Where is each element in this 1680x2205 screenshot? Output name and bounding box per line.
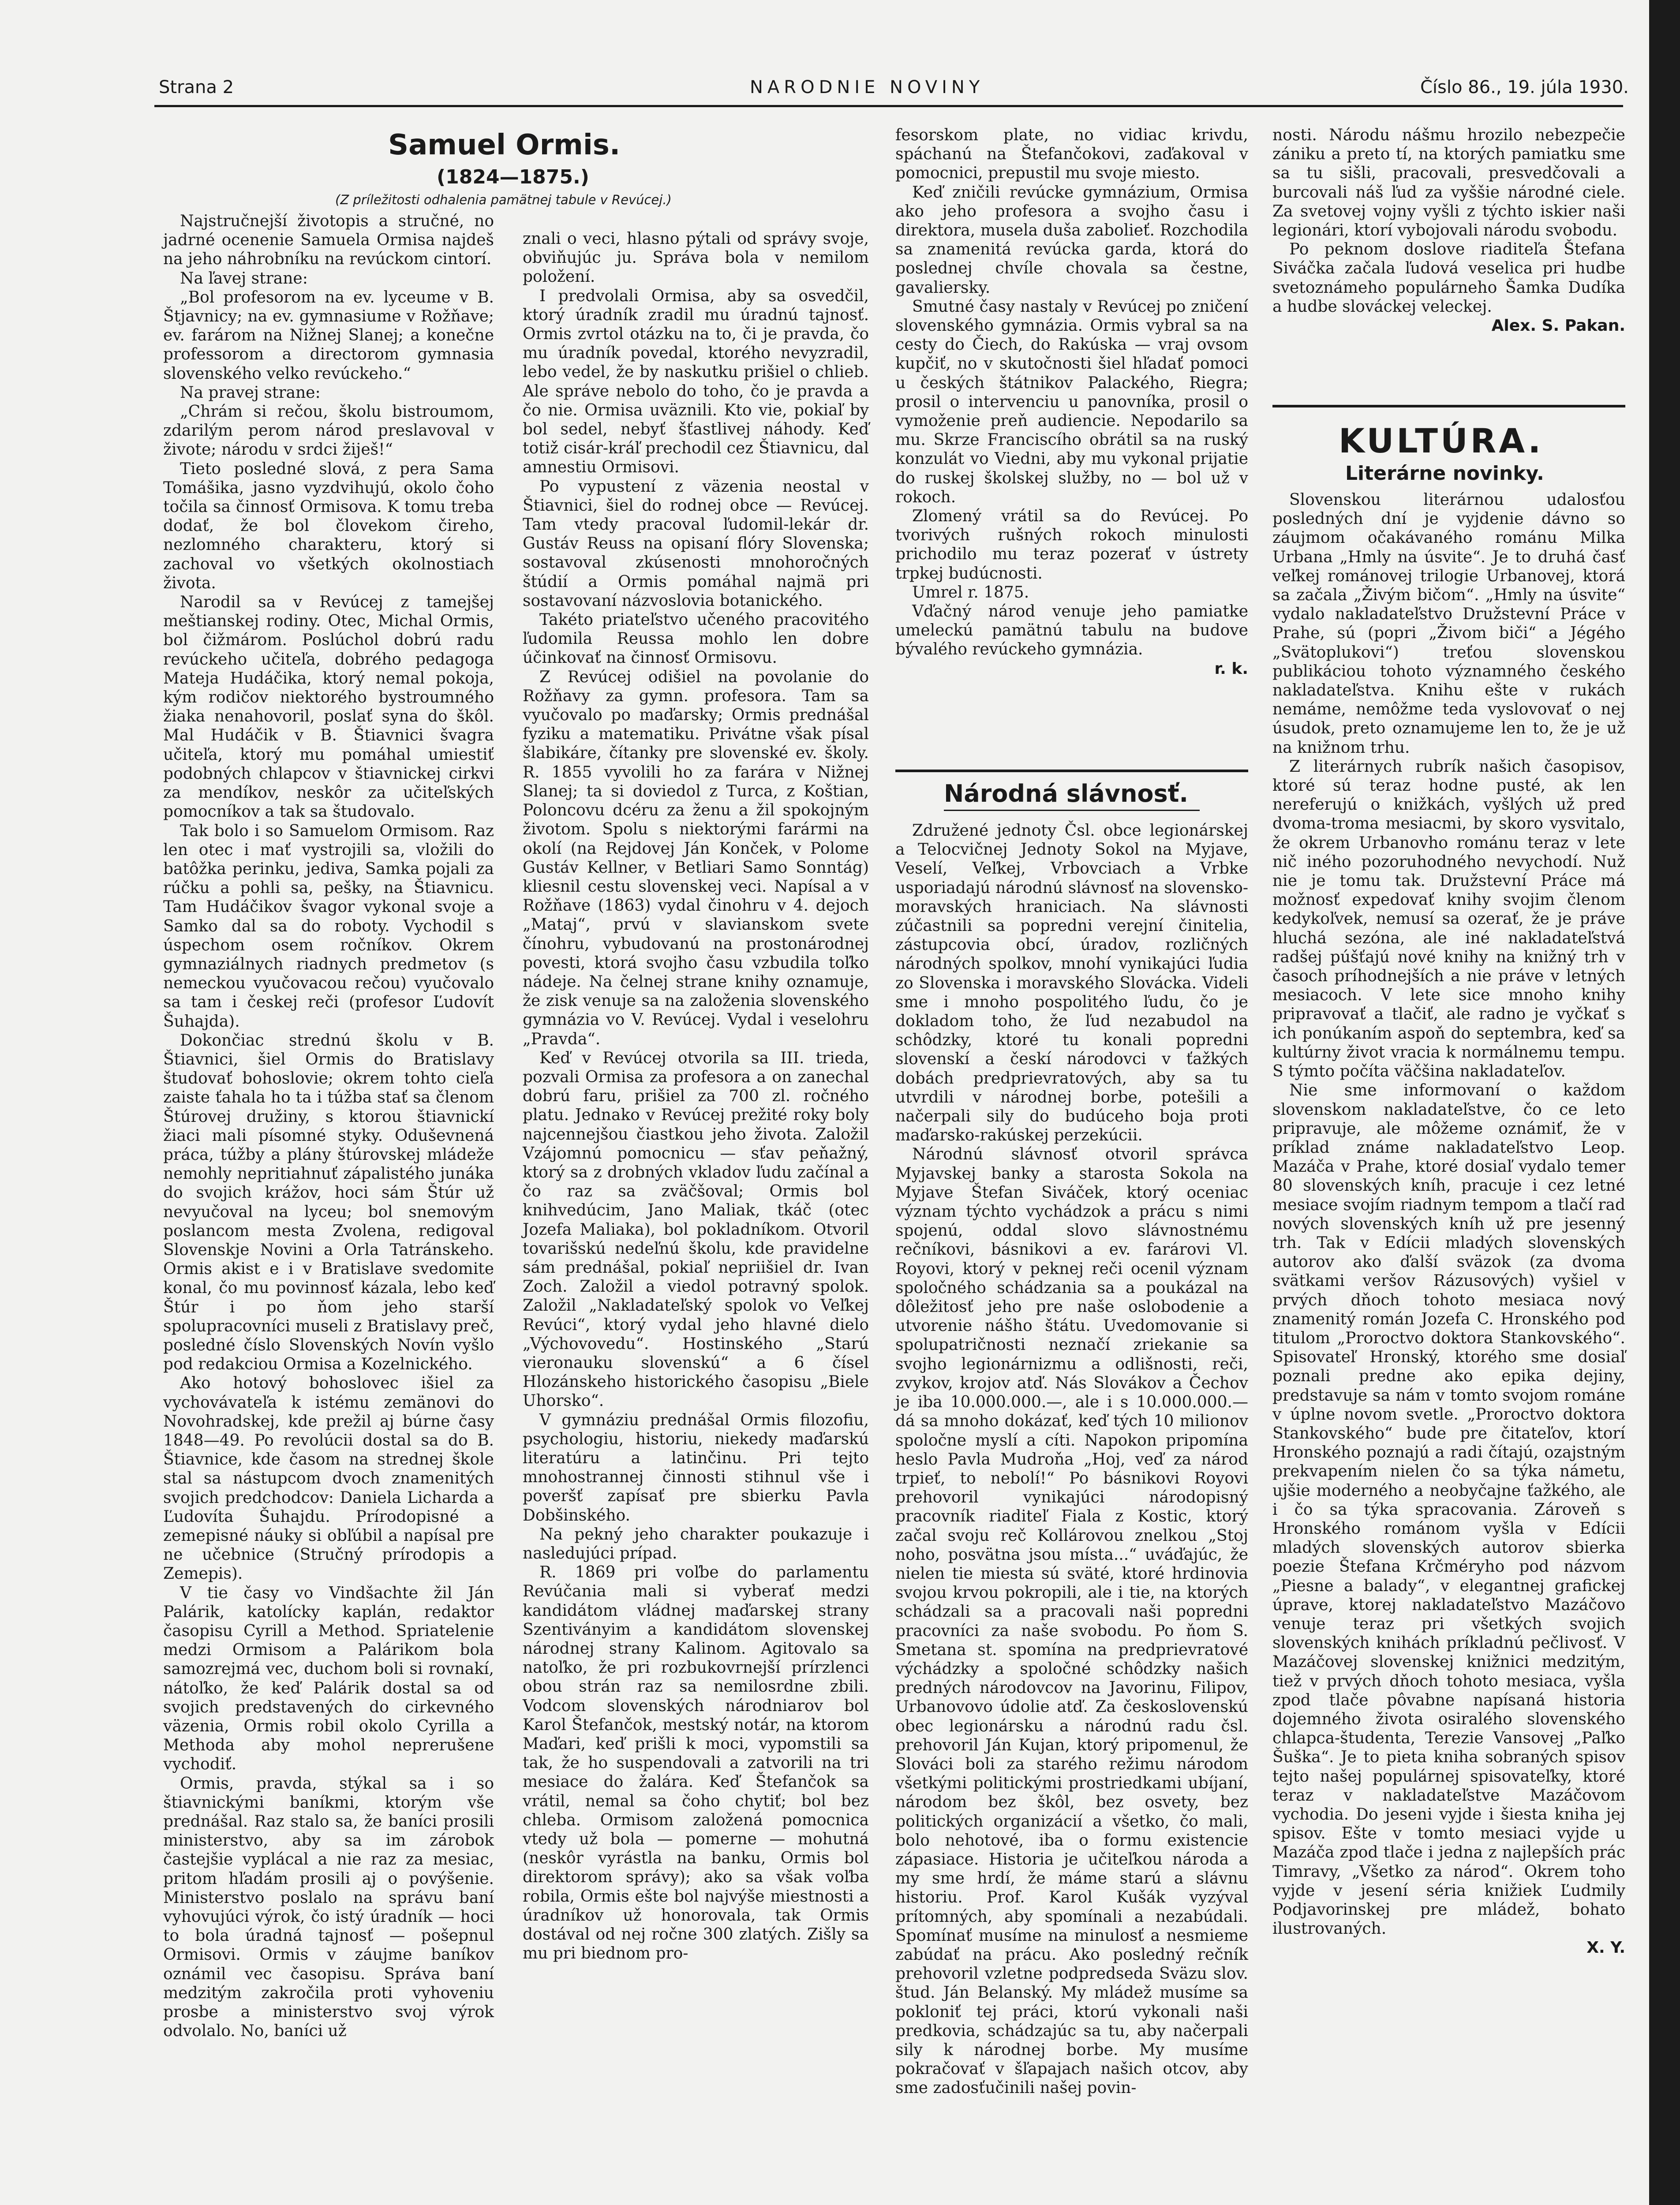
header-rule [154, 105, 1623, 107]
column-2 [523, 229, 869, 1963]
section-title-kultura: KULTÚRA. [1339, 421, 1544, 460]
scan-edge-bar [1649, 0, 1680, 2205]
paragraph: V gymnáziu prednášal Ormis filozofiu, psychologiu, historiu, niekedy maďarskú literatúru a latinčinu. Pri tejto mnohostrannej činnosti stihnul vše i poveršť zapísať pre sbierku Pavla Dobšinského. [523, 1411, 869, 1525]
narodna-body [895, 821, 1248, 2098]
paragraph: Tak bolo i so Samuelom Ormisom. Raz len otec i mať vystrojili sa, vložili do batôžka perinku, jediva, Samka pojali za rúčku a pohli sa, pešky, na Štiavnicu. Tam Hudáčikov švagor vykonal svoje a Samko dal sa do roboty. Vychodil s úspechom osem ročníkov. Okrem gymnaziálnych riadnych predmetov (s nemeckou vyučovacou rečou) vyučovalo sa tam i českej reči (profesor Ľudovít Šuhajda). [163, 822, 494, 1031]
paragraph: Dokončiac strednú školu v B. Štiavnici, šiel Ormis do Bratislavy študovať bohoslovie; okrem tohto cieľa zaiste ťahala ho ta i túžba stať sa členom Štúrovej družiny, s ktorou štiavnickí žiaci mali písomné styky. Oduševnená práca, túžby a plány štúrovskej mládeže nemohly nepritiahnuť zápalistého junáka do svojich krážov, hoci sám Štúr už nevyučoval na lyceu; bol snemovým poslancom mesta Zvolena, redigoval Slovenskje Novini a Orla Tatránskeho. Ormis akist e i v Bratislave svedomite konal, čo mu povinnosť kázala, lebo keď Štúr i po ňom jeho starší spolupracovníci museli z Bratislavy preč, posledné číslo Slovenských Novín vyšlo pod redakciou Ormisa a Kozelnického. [163, 1031, 494, 1374]
paragraph: Slovenskou literárnou udalosťou posledných dní je vyjdenie dávno so záujmom očakávaného románu Milka Urbana „Hmly na úsvite“. Je to druhá časť veľkej románovej trilogie Urbanovej, ktorá sa začala „Živým bičom“. „Hmly na úsvite“ vydalo nakladateľstvo Družstevní Práce v Prahe, sú (popri „Živom biči“ a Jégého „Svätoplukovi“) treťou slovenskou publikáciou tohoto významného českého nakladateľstva. Knihu ešte v rukách nemáme, nemôžme teda vyslovovať o nej úsudok, preto oznamujeme len to, že je už na knižnom trhu. [1272, 491, 1625, 757]
column-3 [895, 126, 1248, 678]
paragraph: Narodil sa v Revúcej z tamejšej meštianskej rodiny. Otec, Michal Ormis, bol čižmárom. Poslúchol dobrú radu revúckeho učiteľa, dobrého pedagoga Mateja Hudáčika, ktorý nemal pokoja, kým rodičov niektorého bystroumného žiaka nenahovoril, poslať syna do škôl. Mal Hudáčik v B. Štiavnici švagra učiteľa, ktorý mu pomáhal umiestiť podobných chlapcov v štiavnickej cirkvi za mendíkov, neskôr za učiteľských pomocníkov a tak sa študovalo. [163, 593, 494, 821]
paragraph: I predvolali Ormisa, aby sa osvedčil, ktorý úradník zradil mu úradnú tajnosť. Ormis zvrtol otázku na to, či je pravda, čo mu úradník povedal, ktorého nevyzradil, lebo vedel, že by naskutku prišiel o chlieb. Ale správe nebolo do toho, čo je pravda a čo nie. Ormisa uväznili. Kto vie, pokiaľ by bol sedel, nebyť šťastlivej náhody. Keď totiž cisár-kráľ prechodil cez Štiavnicu, dal amnestiu Ormisovi. [523, 287, 869, 477]
paragraph: znali o veci, hlasno pýtali od správy svoje, obviňujúc ju. Správa bola v nemilom položení. [523, 230, 869, 286]
section-rule [1272, 405, 1625, 407]
paragraph: Na pravej strane: [180, 383, 321, 402]
paragraph: fesorskom plate, no vidiac krivdu, spáchanú na Štefančokovi, zaďakoval v pomocnici, prepustil mu svoje miesto. [895, 126, 1248, 183]
paragraph: R. 1869 pri voľbe do parlamentu Revúčania mali si vyberať medzi kandidátom vládnej maďarskej strany Szentiványim a kandidátom slovenskej národnej strany Kalinom. Agitovalo sa natoľko, že pri rozbukovrnejší prírzlenci obou strán raz sa nemilosrdne zbili. Vodcom slovenských národniarov bol Karol Štefančok, mestský notár, na ktorom Maďari, keď prišli k moci, vypomstili sa tak, že ho suspendovali a zatvorili na tri mesiace do žalára. Keď Štefančok sa vrátil, nemal sa čoho chytiť; bol bez chleba. Ormisom založená pomocnica vtedy už bola — pomerne — mohutná (neskôr vyrástla na banku, Ormis bol direktorom správy); ako sa však voľba robila, Ormis ešte bol najvýše miestnosti a úradníkov už honorovala, tak Ormis dostával od nej ročne 300 zlatých. Zišly sa mu pri biednom pro- [523, 1563, 869, 1963]
paragraph: „Chrám si rečou, školu bistroumom, zdarilým perom národ preslavoval v živote; národu v srdci žiješ!“ [163, 403, 494, 459]
kultura-body [1272, 490, 1625, 1958]
section-rule [895, 770, 1248, 772]
paragraph: Takéto priateľstvo učeného pracovitého ľudomila Reussa mohlo len dobre účinkovať na činnosť Ormisovu. [523, 611, 869, 667]
paragraph: Nie sme informovaní o každom slovenskom nakladateľstve, čo ce leto pripravuje, ale môžeme oznámiť, že v príklad známe nakladateľstvo Leop. Mazáča v Prahe, ktoré dosiaľ vydalo temer 80 slovenských kníh, pracuje i cez letné mesiace svojím riadnym tempom a tlačí rad nových slovenských kníh už pre jesenný trh. Tak v Edícii mladých slovenských autorov ako ďalší sväzok (za dvoma svätkami veršov Rázusových) vyšiel v prvých dňoch tohoto mesiaca nový znamenitý román Jozefa C. Hronského pod titulom „Proroctvo doktora Stankovského“. Spisovateľ Hronský, ktorého sme dosiaľ poznali predne ako epika dejiny, predstavuje sa nám v tomto svojom románe v úplne novom svetle. „Proroctvo doktora Stankovského“ bude pre čitateľov, ktorí Hronského poznajú a radi čítajú, ozajstným prekvapením nielen čo sa týka námetu, ujšie moderného a neobyčajne ťažkého, ale i čo sa týka spracovania. Zároveň s Hronského románom vyšla v Edícii mladých slovenských autorov sbierka poezie Štefana Krčméryho pod názvom „Piesne a balady“, v elegantnej grafickej úprave, ktorej nakladateľstvo Mazáčovo venuje teraz pri všetkých svojich slovenských knihách príkladnú pečlivosť. V Mazáčovej slovenskej knižnici medzitým, tiež v prvých dňoch tohoto mesiaca, vyšla zpod tlače pôvabne napísaná historia dojemného života osiralého slovenského chlapca-študenta, Terezie Vansovej „Paľko Šuška“. Je to pieta kniha sobraných spisov tejto našej populárnej spisovateľky, ktoré teraz v nakladateľstve Mazáčovom vychodia. Do jeseni vyjde i šiesta kniha jej spisov. Ešte v tomto mesiaci vyjde u Mazáča zpod tlače i jedna z najlepších prác Timravy, „Všetko za národ“. Okrem toho vyjde v jesení séria knižiek Ľudmily Podjavorinskej pre mládež, bohato ilustrovaných. [1272, 1081, 1625, 1938]
article-title: Samuel Ormis. [388, 129, 621, 161]
paragraph: Zlomený vrátil sa do Revúcej. Po tvorivých rušných rokoch minulosti prichodilo mu teraz pozerať v ústrety trpkej budúcnosti. [895, 507, 1248, 583]
paragraph: V tie časy vo Vindšachte žil Ján Palárik, katolícky kaplán, redaktor časopisu Cyrill a Method. Spriatelenie medzi Ormisom a Palárikom bola samozrejmá vec, duchom boli si rovnakí, nátoľko, že keď Palárik dostal sa od svojich predstavených do cirkevného väzenia, Ormis robil okolo Cyrilla a Methoda aby mohol neprerušene vychodiť. [163, 1584, 494, 1774]
paragraph: Národnú slávnosť otvoril správca Myjavskej banky a starosta Sokola na Myjave Štefan Siváček, ktorý oceniac význam týchto vychádzok a prácu s nimi spojenú, oddal slovo slávnostnému rečníkovi, básnikovi a ev. farárovi Vl. Royovi, ktorý v peknej reči ocenil význam spoločného schádzania sa a poukázal na dôležitosť jeho pre naše oslobodenie a utvorenie nášho štátu. Uvedomovanie si spolupatričnosti neznačí zriekanie sa svojho legionárnizmu a odlišnosti, reči, zvykov, krojov atď. Nás Slovákov a Čechov je iba 10.000.000.—, ale i s 10.000.000.— dá sa mnoho dokázať, keď tých 10 milionov spoločne myslí a cíti. Napokon pripomína heslo Pavla Mudroňa „Hoj, veď za národ trpieť, to nebolí!“ Po básnikovi Royovi prehovoril vynikajúci národopisný pracovník riaditeľ Fiala z Kostic, ktorý začal svoju reč Kollárovou znelkou „Stoj noho, posvätna jsou místa...“ uváďajúc, že nielen tie miesta sú sväté, ktoré hrdinovia svojou krvou pokropili, ale i tie, na ktorých schádzali sa a pracovali naši popredni pracovníci za naše svobodu. Po ňom S. Smetana st. spomína na predprievratové výchádzky a spoločné schôdzky našich predných národovcov na Javorinu, Filipov, Urbanovovo údolie atď. Za československú obec legionársku a národnú radu čsl. prehovoril Ján Kujan, ktorý pripomenul, že Slováci boli za starého režimu národom všetkými politickými prostriedkami ubíjaní, národom bez škôl, bez osvety, bez politických organizácií a všetko, čo mali, bolo nehotové, iba o formu existencie zápasiace. Historia je učiteľkou národa a my sme hrdí, že máme starú a slávnu historiu. Prof. Karol Kušák vyzýval prítomných, aby spomínali a nezabúdali. Spomínať musíme na minulosť a nesmieme zabúdať na prácu. Ako posledný rečník prehovoril vzletne podpredseda Sväzu slov. štud. Ján Belanský. My mládež musíme sa pokloniť tej práci, ktorú vykonali naši predkovia, schádzajúc sa tu, aby načerpali sily k národnej borbe. My musíme pokračovať v šľapajach našich otcov, aby sme zadosťučinili našej povin- [895, 1145, 1248, 2097]
article-occasion: (Z príležitosti odhalenia pamätnej tabule v Revúcej.) [335, 192, 672, 207]
paragraph: Po peknom doslove riaditeľa Štefana Siváčka začala ľudová veselica pri hudbe svetoznámeho populárneho Šamka Dudíka a hudbe slováckej veleckej. [1272, 240, 1625, 316]
kultura-signature: X. Y. [1586, 1939, 1625, 1957]
paragraph: Najstručnejší životopis a stručné, no jadrné ocenenie Samuela Ormisa najdeš na jeho náhrobníku na revúckom cintorí. [163, 212, 494, 269]
article-signature: r. k. [1214, 659, 1248, 678]
paragraph: Vďačný národ venuje jeho pamiatke umeleckú pamätnú tabulu na budove bývalého revúckeho gymnázia. [895, 602, 1248, 659]
page-number: Strana 2 [159, 77, 234, 97]
article-dates: (1824—1875.) [437, 166, 589, 188]
paragraph: Keď zničili revúcke gymnázium, Ormisa ako jeho profesora a svojho času i direktora, musela duša zabolieť. Rozchodila sa znamenitá revúcka garda, ktorá do poslednej chvíle chovala sa čestne, gavaliersky. [895, 183, 1248, 297]
paragraph: Z Revúcej odišiel na povolanie do Rožňavy za gymn. profesora. Tam sa vyučovalo po maďarsky; Ormis prednášal fyziku a matematiku. Privátne však písal šlabikáre, čítanky pre slovenské ev. školy. R. 1855 vyvolili ho za farára v Nižnej Slanej; ta si doviedol z Turca, z Koštian, Poloncovu dcéru za ženu a žil spokojným životom. Spolu s niektorými farármi na okolí (na Rejdovej Ján Konček, v Polome Gustáv Kellner, v Betliari Samo Sonntág) kliesnil cestu slovenskej veci. Napísal a v Rožňave (1863) vydal činohru v 4. dejoch „Mataj“, prvú v slavianskom svete čínohru, vybudovanú na prostonárodnej povesti, ktorá svojho času vzbudila toľko nádeje. Na čelnej strane knihy oznamuje, že zisk venuje sa na založenia slovenského gymnázia vo V. Revúcej. Vydal i veselohru „Pravda“. [523, 668, 869, 1048]
paragraph: Na ľavej strane: [180, 269, 308, 288]
paragraph: Z literárnych rubrík našich časopisov, ktoré sú teraz hodne pusté, ak len nereferujú o knižkách, vyšlých už pred dvoma-troma mesiacmi, by skoro vysvitalo, že okrem Urbanovho románu teraz v lete nič iného pozoruhodného nevychodí. Nuž nie je tomu tak. Družstevní Práce má možnosť expedovať knihy svojim členom kedykoľvek, nemusí sa ozerať, že je práve hluchá sezóna, ale iné nakladateľstvá radšej púšťajú nové knihy na knižný trh v časoch príhodnejších a nie práve v letných mesiacoch. V lete sice mnoho knihy pripravovať a tlačiť, ale radno je vyčkať s ich ponúkaním aspoň do septembra, keď sa kultúrny život vracia k normálnemu tempu. S týmto počíta väčšina nakladateľov. [1272, 757, 1625, 1081]
paragraph: Keď v Revúcej otvorila sa III. trieda, pozvali Ormisa za profesora a on zanechal dobrú faru, prišiel za 700 zl. ročného platu. Jednako v Revúcej prežité roky boly najcennejšou čiastkou jeho života. Založil Vzájomnú pomocnicu — sťav peňažný, ktorý sa z drobných vkladov ľudu začínal a čo raz sa zväčšoval; Ormis bol knihvedúcim, Jano Maliak, tkáč (otec Jozefa Maliaka), bol pokladníkom. Otvoril tovarišskú nedeľnú školu, kde pravidelne sám prednášal, pokiaľ nepriišiel dr. Ivan Zoch. Založil a viedol potravný spolok. Založil „Nakladateľský spolok vo Veľkej Revúci“, ktorý vydal jeho hlavné dielo „Výchovovedu“. Hostinského „Starú vieronauku slovenskú“ a 6 čísel Hlozánskeho historického časopisu „Biele Uhorsko“. [523, 1049, 869, 1410]
column-1 [163, 212, 494, 2041]
paragraph: Po vypustení z väzenia neostal v Štiavnici, šiel do rodnej obce — Revúcej. Tam vtedy pracoval ľudomil-lekár dr. Gustáv Reuss na opisaní flóry Slovenska; sostavoval zkúsenosti mnohoročných štúdií a Ormis pomáhal najmä pri sostavovaní názvoslovia botanického. [523, 477, 869, 610]
paragraph: „Bol profesorom na ev. lyceume v B. Štjavnicy; na ev. gymnasiume v Rožňave; ev. farárom na Nižnej Slanej; a konečne professorom a directorom gymnasia slovenského velko revúckeho.“ [163, 288, 494, 383]
paragraph: Tieto posledné slová, z pera Sama Tomášika, jasno vyzdvihujú, okolo čoho točila sa činnosť Ormisova. K tomu treba dodať, že bol človekom čireho, nezlomného charakteru, ktorý si zachoval vo všetkých okolnostiach života. [163, 460, 494, 592]
paragraph: Smutné časy nastaly v Revúcej po zničení slovenského gymnázia. Ormis vybral sa na cesty do Čiech, do Rakúska — vraj ovsom kupčiť, no v skutočnosti šiel hľadať pomoci u českých štátnikov Palackého, Riegra; prosil o intervenciu u panovníka, prosil o vymoženie preň audiencie. Nepodarilo sa mu. Skrze Franciscího obrátil sa na ruský konzulát vo Viedni, aby mu vykonal prijatie do ruskej školskej služby, no — bol už v rokoch. [895, 297, 1248, 506]
paragraph: Umrel r. 1875. [912, 583, 1029, 602]
section-title-narodna: Národná slávnosť. [944, 780, 1189, 807]
newspaper-title: NARODNIE NOVINY [750, 77, 984, 97]
paragraph: Ormis, pravda, stýkal sa i so štiavnickými baníkmi, ktorým vše prednášal. Raz stalo sa, že baníci prosili ministerstvo, aby sa im zárobok častejšie vyplácal a nie raz za mesiac, pritom hľadám prosili aj o povýšenie. Ministerstvo poslalo na správu baní vyhovujúci výrok, čo istý úradník — hoci to bola úradná tajnosť — pošepnul Ormisovi. Ormis v záujme baníkov oznámil vec časopisu. Správa baní medzitým zakročila proti vyhoveniu prosbe a ministerstvo svoj výrok odvolalo. No, baníci už [163, 1774, 494, 2041]
paragraph: Ako hotový bohoslovec išiel za vychovávateľa k istému zemänovi do Novohradskej, kde prežil aj búrne časy 1848—49. Po revolúcii dostal sa do B. Štiavnice, kde časom na strednej škole stal sa nástupcom dvoch znamenitých svojich predchodcov: Daniela Licharda a Ľudovíta Šuhajdu. Prírodopisné a zemepisné náuky si obľúbil a napísal pre ne učebnice (Stručný prírodopis a Zemepis). [163, 1374, 494, 1583]
narodna-signature: Alex. S. Pakan. [1491, 317, 1625, 335]
column-4 [1272, 126, 1625, 335]
section-subtitle: Literárne novinky. [1345, 462, 1544, 485]
paragraph: Na pekný jeho charakter poukazuje i nasledujúci prípad. [523, 1525, 869, 1563]
paragraph: Združené jednoty Čsl. obce legionárskej a Telocvičnej Jednoty Sokol na Myjave, Veselí, Veľkej, Vrbovciach a Vrbke usporiadajú národnú slávnosť na slovensko-moravských hraniciach. Na slávnosti zúčastnili sa popredni verejní činitelia, zástupcovia obcí, úradov, rozličných národných spolkov, mnohí vynikajúci ľudia zo Slovenska i moravského Slovácka. Videli sme i mnoho pospolitého ľudu, čo je dokladom toho, že ľud nezabudol na schôdzky, ktoré tu konali popredni slovenskí a českí národovci v ťažkých dobách predprievratových, aby sa tu utvrdili v národnej borbe, potešili a načerpali sily do budúceho boja proti maďarsko-rakúskej perzekúcii. [895, 822, 1248, 1145]
title-underline [944, 810, 1200, 811]
paragraph: nosti. Národu nášmu hrozilo nebezpečie zániku a preto tí, na ktorých pamiatku sme sa tu sišli, pracovali, presvedčovali a burcovali náš ľud za vyššie národné ciele. Za svetovej vojny vyšli z týchto iskier naši legionári, ktorí vybojovali národu svobodu. [1272, 126, 1625, 240]
issue-date: Číslo 86., 19. júla 1930. [1420, 77, 1629, 97]
